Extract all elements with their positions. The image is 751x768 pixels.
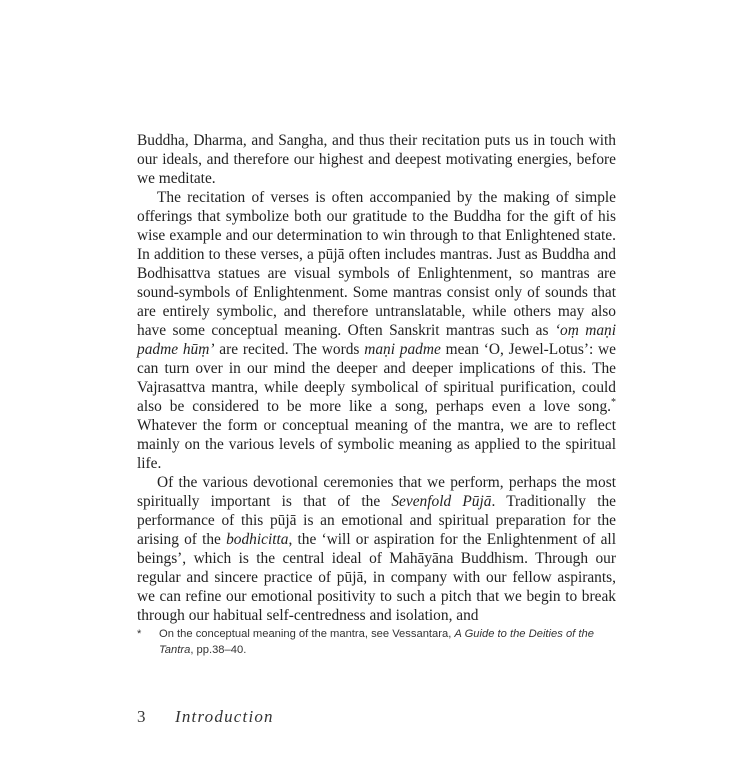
paragraph-3-text-a: Of the various devotional ceremonies that we perform, perhaps the most spiritually important is that of the [137,474,616,510]
term-mani-padme: maṇi padme [364,341,441,358]
footnote-text-b: , pp.38–40. [190,644,247,656]
paragraph-3 [137,473,616,625]
footnote-text-a: On the conceptual meaning of the mantra, see Vessantara, [159,628,455,640]
paragraph-2-text-c: mean ‘O, Jewel-Lotus’: we can turn over in our mind the deeper and deeper implications of this. The Vajrasattva mantra, while deeply symbolical of spiritual purification, could also be considered to be more like a song, perhaps even a love song. [137,341,616,415]
footnote-book-title: A Guide to the Deities of the Tantra [159,628,594,656]
paragraph-2 [137,188,616,473]
paragraph-2-text-d: Whatever the form or conceptual meaning of the mantra, we are to reflect mainly on the various levels of symbolic meaning as applied to the spiritual life. [137,417,616,472]
footnote-reference[interactable]: * [611,396,616,408]
paragraph-2-text-b: are recited. The words [214,341,365,358]
page-number: 3 [137,707,146,726]
paragraph-3-text-b: . Traditionally the performance of this pūjā is an emotional and spiritual preparation for the arising of the [137,493,616,548]
body-text [137,131,616,625]
paragraph-3-text-c: , the ‘will or aspiration for the Enlightenment of all beings’, which is the central ideal of Mahāyāna Buddhism. Through our regular and sincere practice of pūjā, in company with our fellow aspirants, we can refine our emotional positivity to such a pitch that we begin to break through our habitual self-centredness and isolation, and [137,531,616,624]
footnote-text [159,626,616,658]
footnote [137,626,616,658]
footnote-marker: * [137,628,142,640]
mantra-om-mani-padme-hum: ‘oṃ maṇi padme hūṃ’ [137,322,616,358]
section-title: Introduction [175,707,274,726]
term-sevenfold-puja: Sevenfold Pūjā [391,493,492,510]
paragraph-1-text: Buddha, Dharma, and Sangha, and thus their recitation puts us in touch with our ideals, and therefore our highest and deepest motivating energies, before we meditate. [137,132,616,187]
paragraph-1 [137,131,616,188]
running-footer [137,707,274,727]
term-bodhicitta: bodhicitta [226,531,289,548]
paragraph-2-text-a: The recitation of verses is often accompanied by the making of simple offerings that symbolize both our gratitude to the Buddha for the gift of his wise example and our determination to win through to that Enlightened state. In addition to these verses, a pūjā often includes mantras. Just as Buddha and Bodhisattva statues are visual symbols of Enlightenment, so mantras are sound-symbols of Enlightenment. Some mantras consist only of sounds that are entirely symbolic, and therefore untranslatable, while others may also have some conceptual meaning. Often Sanskrit mantras such as [137,189,616,339]
